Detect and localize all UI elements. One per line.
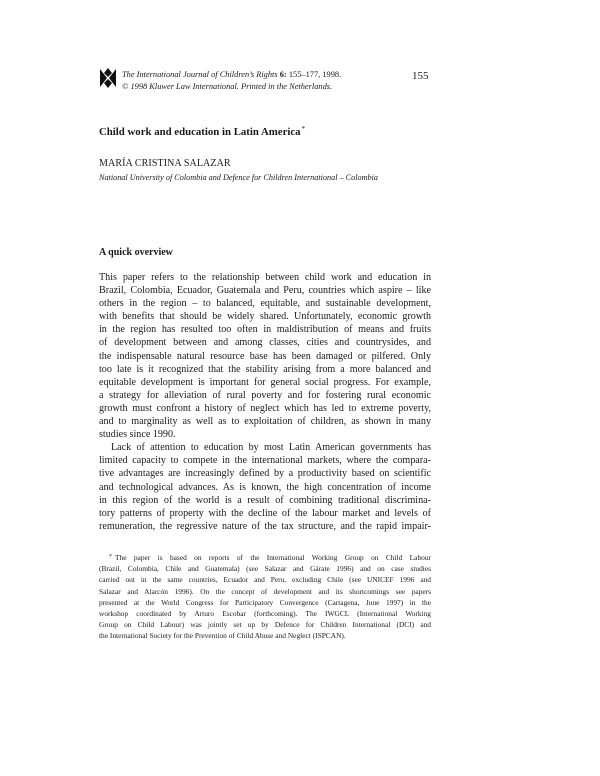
body-line: a strategy for alleviation of rural poverty and for fostering rural economic	[99, 389, 431, 401]
footnote	[99, 552, 431, 642]
footnote-line: presented at the World Congress for Participatory Convergence (Cartagena, June 1997) in the	[99, 597, 431, 607]
body-line: tory patterns of property with the decline of the labour market and levels of	[99, 507, 431, 519]
body-line: equitable development is important for general social progress. For example,	[99, 376, 431, 388]
article-title-text: Child work and education in Latin America	[99, 126, 301, 138]
body-line: with benefits that should be widely shared. Unfortunately, economic growth	[99, 311, 431, 323]
body-line: limited capacity to compete in the international markets, where the compara-	[99, 455, 431, 467]
section-heading: A quick overview	[99, 247, 173, 258]
body-line: This paper refers to the relationship between child work and education in	[99, 272, 431, 283]
body-line: others in the region – to balanced, equitable, and sustainable development,	[99, 298, 431, 310]
body-line: Brazil, Colombia, Ecuador, Guatemala and Peru, countries which aspire – like	[99, 285, 431, 297]
body-line: of development between and among classes, cities and countrysides, and	[99, 337, 431, 349]
body-line: the indispensable natural resource base has been damaged or pilfered. Only	[99, 350, 431, 362]
author-affiliation: National University of Colombia and Defence for Children International – Colombia	[99, 173, 378, 182]
body-line: growth must confront a history of neglect which has led to extreme poverty,	[99, 402, 431, 414]
copyright-line: © 1998 Kluwer Law International. Printed in the Netherlands.	[122, 82, 333, 91]
body-line: and to marginality as well as to exploitation of children, as shown in many	[99, 416, 431, 428]
footnote-line: (Brazil, Colombia, Chile and Guatemala) (see Salazar and Gárate 1996) and on case studies	[99, 564, 431, 574]
footnote-line: the International Society for the Prevention of Child Abuse and Neglect (ISPCAN).	[99, 631, 346, 641]
author-name: MARÍA CRISTINA SALAZAR	[99, 158, 231, 169]
body-line: tive advantages are increasingly defined by a productivity based on scientific	[99, 468, 431, 480]
volume: 6:	[279, 70, 287, 79]
journal-citation	[122, 69, 341, 93]
footnote-line: Salazar and Alarcón 1996). On the concept of development and its shortcomings see papers	[99, 586, 431, 596]
footnote-line: workshop coordinated by Arturo Escobar (forthcoming). The IWGCL (International Working	[99, 608, 431, 618]
article-title	[99, 125, 305, 138]
footnote-line: Group on Child Labour) was jointly set up by Defence for Children International (DCI) and	[99, 620, 431, 630]
page-range: 155–177, 1998.	[286, 70, 342, 79]
body-line: too late is it recognized that the stability arising from a more balanced and	[99, 363, 431, 375]
footnote-marker: *	[109, 554, 112, 560]
body-line: in the region has resulted too often in maldistribution of means and fruits	[99, 324, 431, 336]
kluwer-logo-icon	[99, 68, 117, 88]
body-line: in this region of the world is a result of combining traditional discrimina-	[99, 494, 431, 506]
body-line: and technological advances. As is known, the high concentration of income	[99, 481, 431, 493]
title-footnote-marker: *	[301, 125, 306, 133]
footnote-line	[99, 552, 431, 563]
body-line: remuneration, the regressive nature of the tax structure, and the rapid impair-	[99, 520, 431, 532]
body-line: Lack of attention to education by most Latin American governments has	[111, 442, 431, 454]
body-line: studies since 1990.	[99, 429, 176, 441]
body-text	[99, 271, 431, 533]
footnote-line: carried out in the same countries, Ecuador and Peru, excluding Chile (see UNICEF 1996 and	[99, 575, 431, 585]
footnote-line-text: The paper is based on reports of the International Working Group on Child Labour	[115, 553, 431, 562]
journal-name: The International Journal of Children’s Rights	[122, 70, 278, 79]
page-number: 155	[412, 70, 429, 82]
